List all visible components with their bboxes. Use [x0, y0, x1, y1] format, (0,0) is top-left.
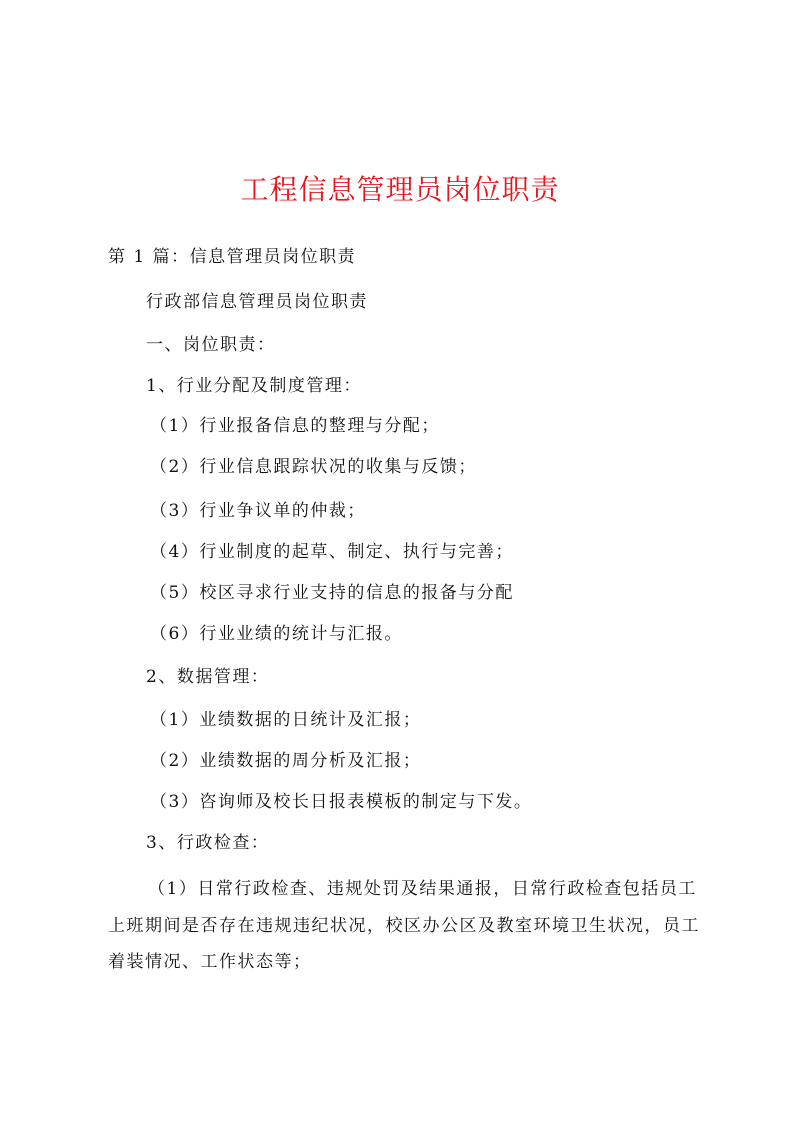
text-line: （5）校区寻求行业支持的信息的报备与分配: [150, 583, 514, 603]
section-heading: 第 1 篇：信息管理员岗位职责: [108, 247, 357, 267]
text-line: （4）行业制度的起草、制定、执行与完善；: [150, 542, 514, 562]
text-line: （2）业绩数据的周分析及汇报；: [150, 751, 422, 771]
text-line: 3、行政检查：: [146, 833, 270, 853]
text-line: （6）行业业绩的统计与汇报。: [150, 624, 403, 644]
text-line: （3）行业争议单的仲裁；: [150, 501, 366, 521]
body-paragraph: （1）日常行政检查、违规处罚及结果通报，日常行政检查包括员工上班期间是否存在违规违纪状况，校区办公区及教室环境卫生状况，员工着装情况、工作状态等；: [108, 879, 700, 972]
text-line: 行政部信息管理员岗位职责: [146, 292, 368, 312]
text-line: （1）行业报备信息的整理与分配；: [150, 416, 440, 436]
text-line: 一、岗位职责：: [146, 335, 276, 355]
document-title: 工程信息管理员岗位职责: [240, 173, 560, 206]
text-line: （3）咨询师及校长日报表模板的制定与下发。: [150, 792, 533, 812]
text-line: 1、行业分配及制度管理：: [146, 376, 362, 396]
text-line: （1）业绩数据的日统计及汇报；: [150, 710, 422, 730]
text-line: 2、数据管理：: [146, 667, 270, 687]
text-line: （2）行业信息跟踪状况的收集与反馈；: [150, 457, 477, 477]
